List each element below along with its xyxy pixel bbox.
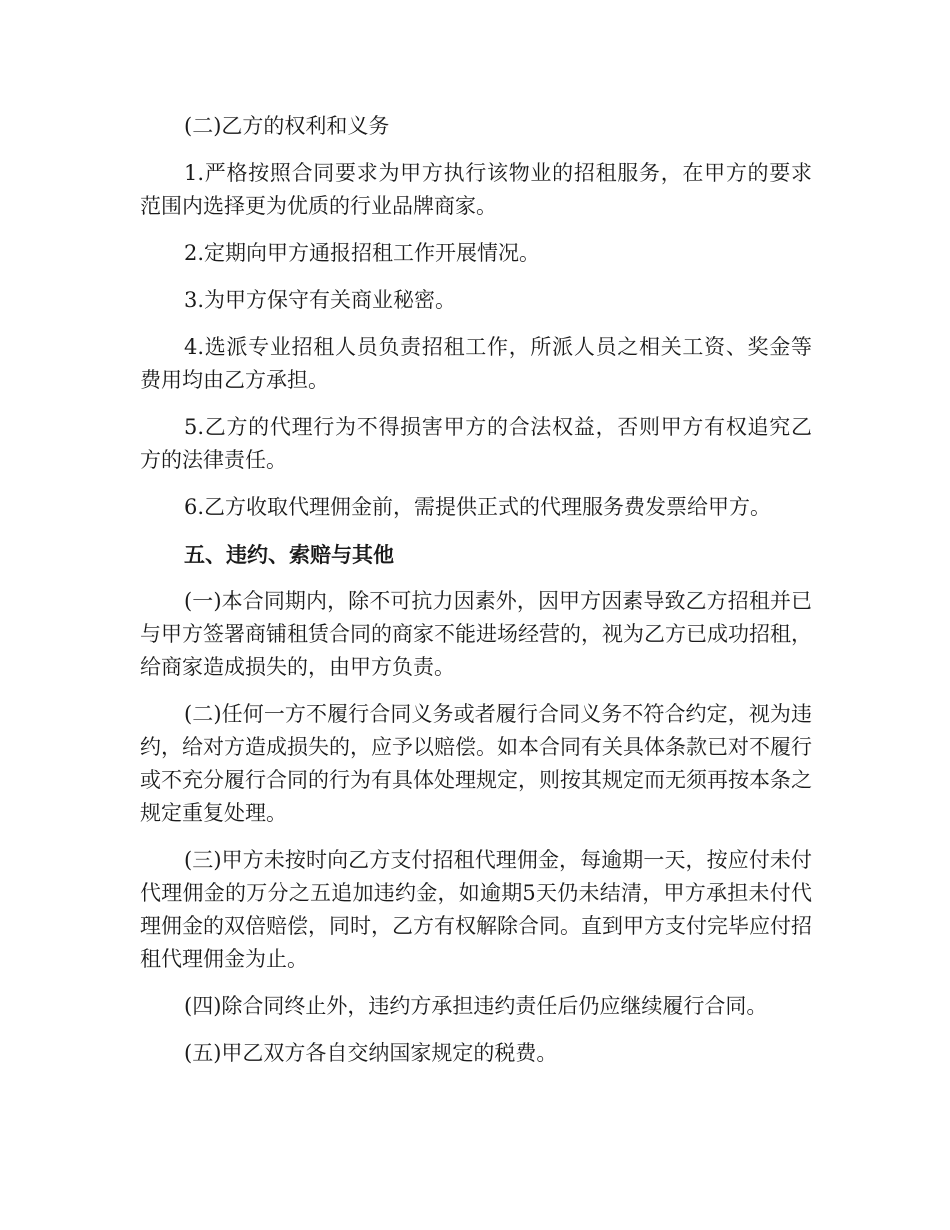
breach-clause-3: (三)甲方未按时向乙方支付招租代理佣金，每逾期一天，按应付未付代理佣金的万分之五追加违约金，如逾期5天仍未结清，甲方承担未付代理佣金的双倍赔偿，同时，乙方有权解除合同。直到甲方支付完毕应付招租代理佣金为止。 (140, 848, 812, 971)
breach-clause-1: (一)本合同期内，除不可抗力因素外，因甲方因素导致乙方招租并已与甲方签署商铺租赁合同的商家不能进场经营的，视为乙方已成功招租，给商家造成损失的，由甲方负责。 (140, 589, 812, 679)
document-page (140, 110, 812, 1084)
clause-item-4: 4.选派专业招租人员负责招租工作，所派人员之相关工资、奖金等费用均由乙方承担。 (140, 335, 812, 392)
clause-item-6: 6.乙方收取代理佣金前，需提供正式的代理服务费发票给甲方。 (184, 495, 772, 519)
section-heading-breach: 五、违约、索赔与其他 (184, 542, 394, 567)
breach-clause-4: (四)除合同终止外，违约方承担违约责任后仍应继续履行合同。 (184, 994, 768, 1018)
breach-clause-5: (五)甲乙双方各自交纳国家规定的税费。 (184, 1041, 558, 1065)
section-subtitle-rights-obligations: (二)乙方的权利和义务 (184, 114, 390, 138)
clause-item-3: 3.为甲方保守有关商业秘密。 (184, 288, 457, 312)
clause-item-1: 1.严格按照合同要求为甲方执行该物业的招租服务，在甲方的要求范围内选择更为优质的行业品牌商家。 (140, 161, 812, 218)
breach-clause-2: (二)任何一方不履行合同义务或者履行合同义务不符合约定，视为违约，给对方造成损失的，应予以赔偿。如本合同有关具体条款已对不履行或不充分履行合同的行为有具体处理规定，则按其规定而无须再按本条之规定重复处理。 (140, 702, 812, 825)
clause-item-2: 2.定期向甲方通报招租工作开展情况。 (184, 241, 541, 265)
clause-item-5: 5.乙方的代理行为不得损害甲方的合法权益，否则甲方有权追究乙方的法律责任。 (140, 415, 812, 472)
